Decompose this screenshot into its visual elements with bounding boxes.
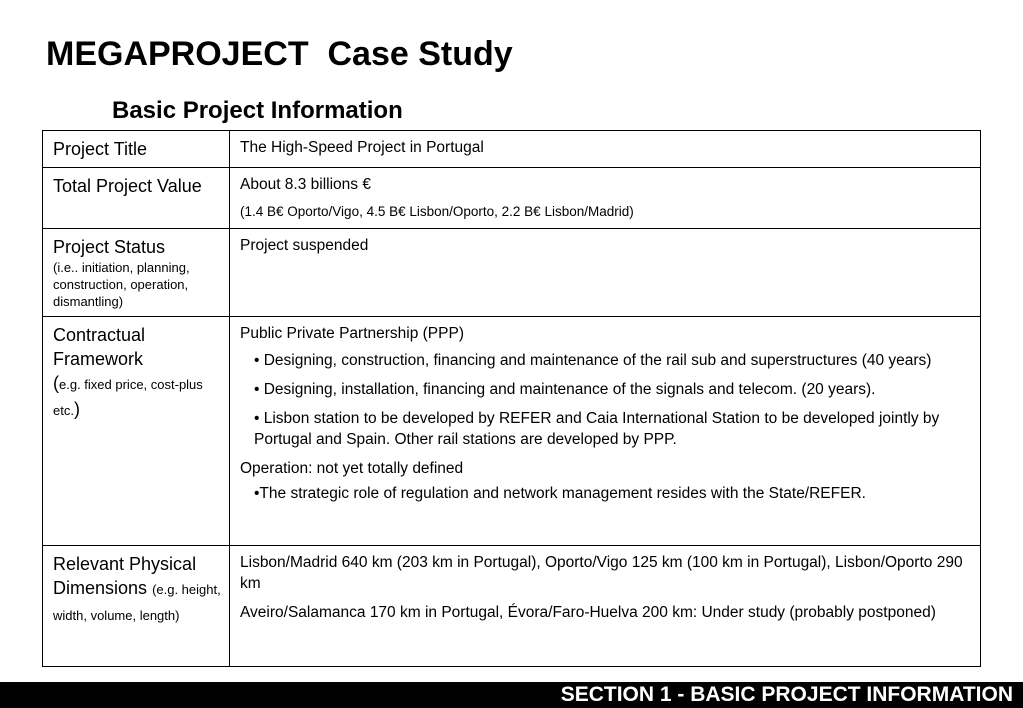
value-detail: (1.4 B€ Oporto/Vigo, 4.5 B€ Lisbon/Oporto, 2.2 B€ Lisbon/Madrid)	[240, 204, 634, 219]
row-value-physical-dimensions	[230, 546, 981, 667]
dimension-line: Aveiro/Salamanca 170 km in Portugal, Évora/Faro-Huelva 200 km: Under study (probably postponed)	[240, 604, 936, 621]
row-label-contractual-framework	[43, 317, 230, 546]
row-value-contractual-framework	[230, 317, 981, 546]
label-text: Relevant Physical Dimensions	[53, 554, 197, 598]
label-note: (e.g. height, width, volume, length)	[53, 582, 221, 623]
row-label-total-value	[43, 168, 230, 229]
operation-bullet: •The strategic role of regulation and network management resides with the State/REFER.	[254, 485, 866, 502]
footer-text: SECTION 1 - BASIC PROJECT INFORMATION	[560, 683, 1013, 706]
project-info-table	[42, 130, 981, 667]
table-row	[43, 229, 981, 317]
value-text: About 8.3 billions €	[240, 176, 371, 193]
table-row	[43, 131, 981, 168]
section-footer-bar	[0, 682, 1023, 708]
label-note: (i.e.. initiation, planning, construction, operation, dismantling)	[53, 260, 190, 309]
label-note-open: (	[53, 373, 59, 393]
contract-bullet: • Lisbon station to be developed by REFER and Caia International Station to be developed jointly by Portugal and Spain. Other rail stations are developed by PPP.	[254, 410, 940, 448]
contract-heading: Public Private Partnership (PPP)	[240, 325, 464, 342]
contract-bullet: • Designing, construction, financing and maintenance of the rail sub and superstructures (40 years)	[254, 352, 932, 369]
row-label-physical-dimensions	[43, 546, 230, 667]
contract-bullet: • Designing, installation, financing and maintenance of the signals and telecom. (20 years).	[254, 381, 876, 398]
value-text: Project suspended	[240, 237, 369, 254]
row-label-project-title	[43, 131, 230, 168]
label-text: Contractual Framework	[53, 325, 146, 369]
row-label-project-status	[43, 229, 230, 317]
page-title: MEGAPROJECT Case Study	[46, 35, 513, 73]
value-text: The High-Speed Project in Portugal	[240, 139, 484, 156]
label-text: Project Title	[53, 139, 148, 159]
label-note: e.g. fixed price, cost-plus etc.	[53, 377, 203, 418]
operation-heading: Operation: not yet totally defined	[240, 460, 464, 477]
table-row	[43, 317, 981, 546]
row-value-project-title	[230, 131, 981, 168]
label-text: Project Status	[53, 237, 166, 257]
section-subtitle: Basic Project Information	[112, 97, 403, 124]
row-value-project-status	[230, 229, 981, 317]
label-note-close: )	[73, 399, 80, 419]
dimension-line: Lisbon/Madrid 640 km (203 km in Portugal), Oporto/Vigo 125 km (100 km in Portugal), Lisbon/Oporto 290 km	[240, 554, 963, 592]
table-row	[43, 546, 981, 667]
label-text: Total Project Value	[53, 176, 202, 196]
table-row	[43, 168, 981, 229]
row-value-total-value	[230, 168, 981, 229]
